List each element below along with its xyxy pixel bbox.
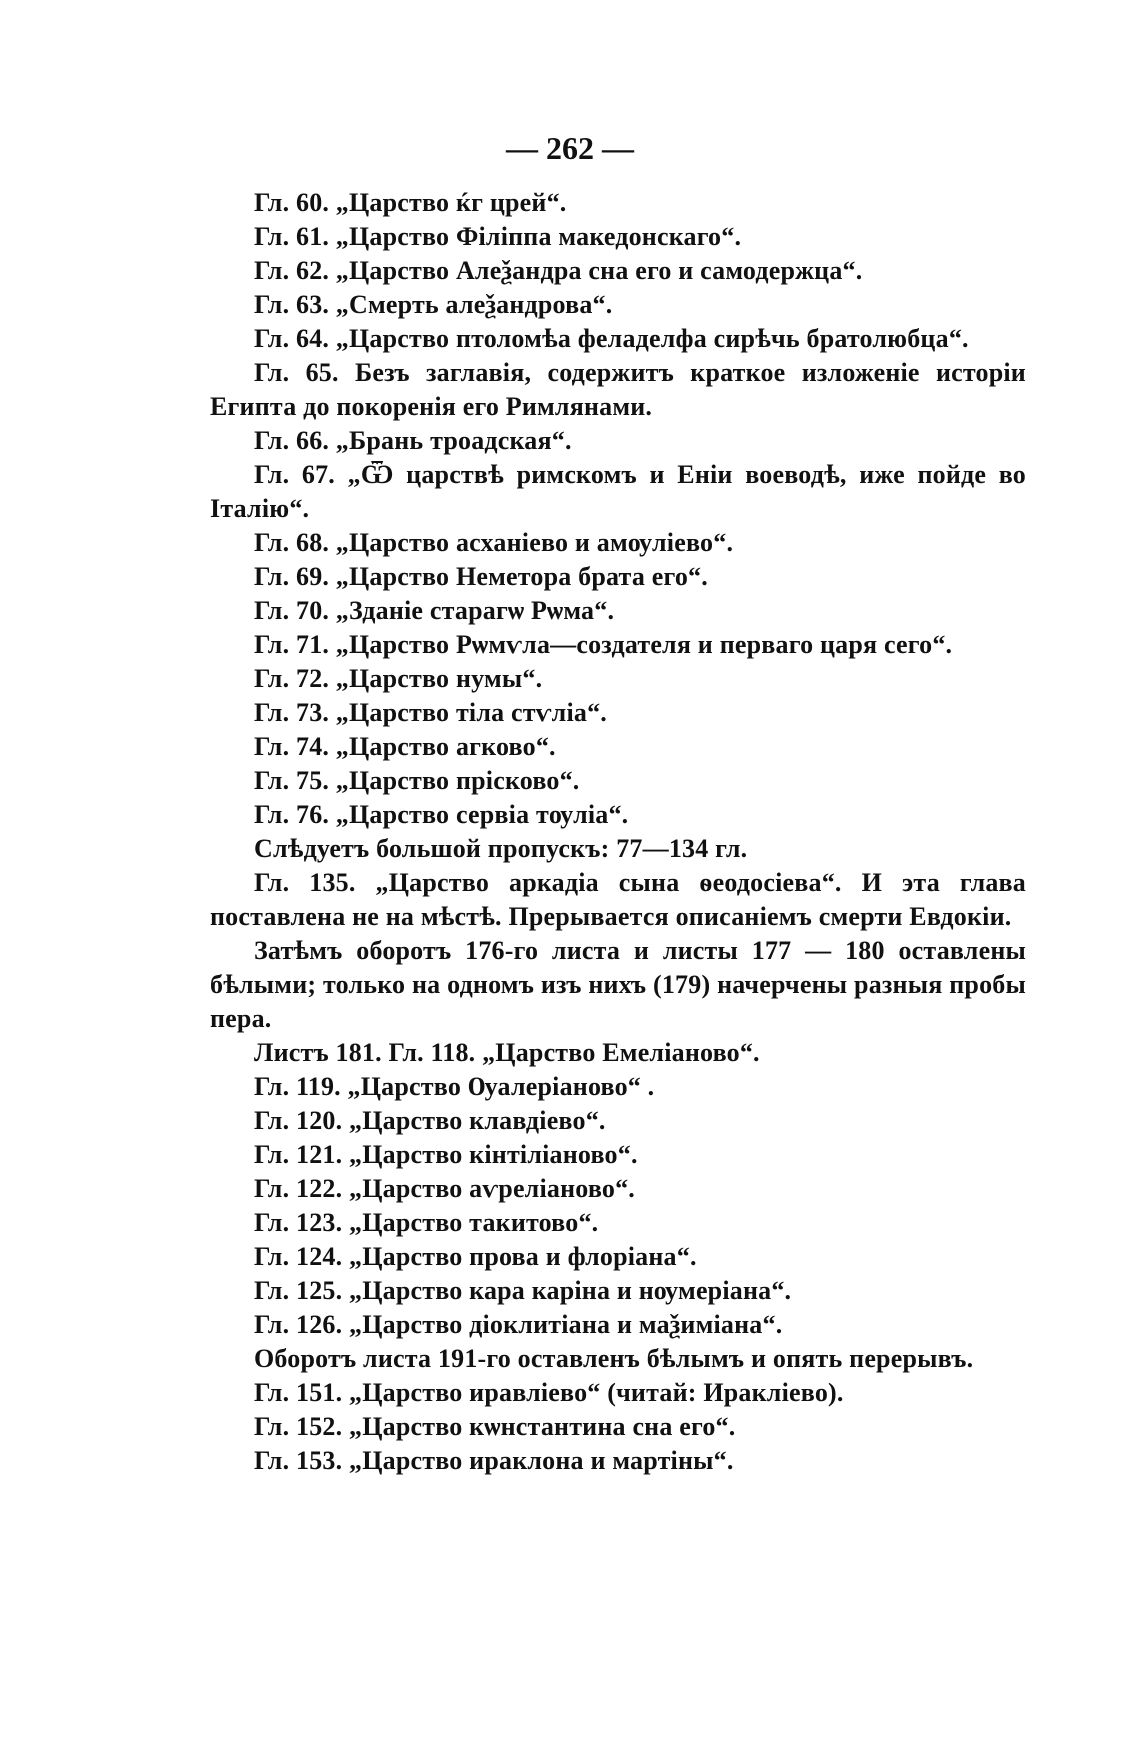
chapter-line: Гл. 70. „Зданіе старагѡ Рѡма“.: [254, 596, 615, 625]
chapter-paragraph: Гл. 135. „Царство аркадіа сына ѳеодосіева“. И эта глава поставлена не на мѣстѣ. Прерывается описаніемъ смерти Евдокіи.: [210, 868, 1026, 931]
chapter-line: Гл. 68. „Царство асханіево и амѹліево“.: [254, 528, 734, 557]
chapter-line: Гл. 124. „Царство прова и флоріана“.: [254, 1242, 697, 1271]
chapter-line: Гл. 151. „Царство иравліево“ (читай: Иракліево).: [254, 1378, 844, 1407]
chapter-line: Гл. 122. „Царство аѵреліаново“.: [254, 1174, 635, 1203]
chapter-line: Гл. 61. „Царство Філіппа македонскаго“.: [254, 222, 742, 251]
chapter-line: Гл. 153. „Царство ираклона и мартіны“.: [254, 1446, 734, 1475]
chapter-line: Гл. 75. „Царство прісково“.: [254, 766, 580, 795]
chapter-list: [210, 186, 1026, 1478]
chapter-paragraph: Гл. 67. „Ѿ царствѣ римскомъ и Еніи воеводѣ, иже пойде во Італію“.: [210, 460, 1026, 523]
chapter-line: Гл. 64. „Царство птоломѣа феладелфа сирѣчь братолюбца“.: [254, 324, 969, 353]
note-paragraph: Затѣмъ оборотъ 176-го листа и листы 177 — 180 оставлены бѣлыми; только на одномъ изъ нихъ (179) начерчены разныя пробы пера.: [210, 936, 1026, 1033]
chapter-line: Гл. 120. „Царство клавдіево“.: [254, 1106, 606, 1135]
chapter-line: Гл. 152. „Царство кѡнстантина сна его“.: [254, 1412, 736, 1441]
note-line: Оборотъ листа 191-го оставленъ бѣлымъ и опять перерывъ.: [254, 1344, 974, 1373]
chapter-line: Гл. 63. „Смерть алеѯандрова“.: [254, 290, 613, 319]
chapter-line: Гл. 119. „Царство Ѹалеріаново“ .: [254, 1072, 655, 1101]
chapter-line: Гл. 74. „Царство агково“.: [254, 732, 556, 761]
chapter-line: Гл. 123. „Царство такитово“.: [254, 1208, 599, 1237]
chapter-line: Гл. 121. „Царство кінтіліаново“.: [254, 1140, 638, 1169]
chapter-line: Гл. 76. „Царство сервіа тѹліа“.: [254, 800, 629, 829]
chapter-line: Гл. 125. „Царство кара каріна и нѹмеріана“.: [254, 1276, 792, 1305]
note-line: Слѣдуетъ большой пропускъ: 77—134 гл.: [254, 834, 748, 863]
chapter-line: Гл. 126. „Царство діоклитіана и маѯиміана“.: [254, 1310, 783, 1339]
chapter-line: Гл. 66. „Брань троадская“.: [254, 426, 572, 455]
chapter-line: Листъ 181. Гл. 118. „Царство Емеліаново“.: [254, 1038, 760, 1067]
chapter-line: Гл. 60. „Царство ќг црей“.: [254, 188, 567, 217]
page-number: — 262 —: [506, 130, 634, 166]
chapter-line: Гл. 62. „Царство Алеѯандра сна его и самодержца“.: [254, 256, 863, 285]
chapter-line: Гл. 73. „Царство тіла стѵліа“.: [254, 698, 607, 727]
chapter-line: Гл. 72. „Царство нумы“.: [254, 664, 543, 693]
chapter-paragraph: Гл. 65. Безъ заглавія, содержитъ краткое изложеніе исторіи Египта до покоренія его Римлянами.: [210, 358, 1026, 421]
chapter-line: Гл. 69. „Царство Неметора брата его“.: [254, 562, 708, 591]
chapter-line: Гл. 71. „Царство Рѡмѵла—создателя и перваго царя сего“.: [254, 630, 953, 659]
